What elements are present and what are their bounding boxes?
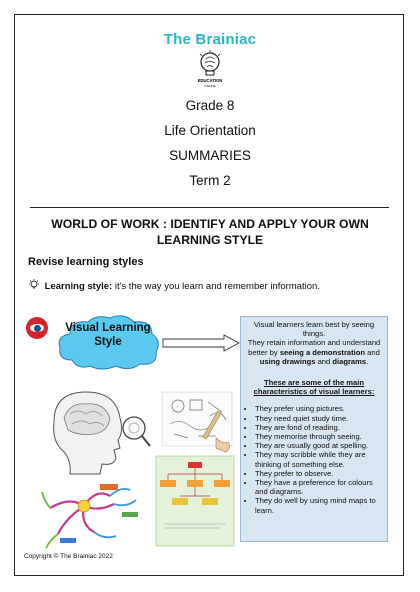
logo-subtext: ONLINE xyxy=(204,84,216,88)
main-title: WORLD OF WORK : IDENTIFY AND APPLY YOUR OWN LEARNING STYLE xyxy=(51,217,369,247)
head-illustration xyxy=(54,392,122,474)
info-heading: These are some of the main characteristics of visual learners: xyxy=(253,378,375,397)
term-heading: Term 2 xyxy=(189,173,231,188)
list-item: • They need quiet study time. xyxy=(255,414,383,423)
mindmap-illustration xyxy=(42,484,138,548)
doodle-illustration xyxy=(162,392,232,452)
list-item: • They are usually good at spelling. xyxy=(255,441,383,450)
grade-heading: Grade 8 xyxy=(185,98,235,113)
section-title: Revise learning styles xyxy=(28,256,144,268)
brand-name: The Brainiac xyxy=(163,31,257,48)
list-item: • They are fond of reading. xyxy=(255,423,383,432)
info-intro-2: They retain information and understand better by seeing a demonstration and using drawings and diagrams. xyxy=(247,338,381,366)
doc-type-heading: SUMMARIES xyxy=(169,148,251,163)
definition-term: Learning style: xyxy=(44,281,113,292)
list-item: • They have a preference for colours and diagrams. xyxy=(255,478,383,496)
bulb-logo-icon xyxy=(196,50,224,90)
definition-text: it's the way you learn and remember information. xyxy=(112,281,320,292)
list-item: • They prefer to observe. xyxy=(255,469,383,478)
copyright: Copyright © The Brainiac 2022 xyxy=(24,553,113,560)
arrow-right-icon xyxy=(162,334,240,352)
logo-text: EDUCATION xyxy=(197,78,223,83)
magnifier-illustration xyxy=(123,417,150,446)
info-box xyxy=(240,316,388,542)
list-item: • They prefer using pictures. xyxy=(255,404,383,413)
lightbulb-icon xyxy=(28,279,40,291)
list-item: • They may scribble while they are thinking of something else. xyxy=(255,450,383,468)
list-item: • They memorise through seeing. xyxy=(255,432,383,441)
visual-learning-collage xyxy=(40,388,236,552)
definition-line xyxy=(28,279,320,292)
cloud-label: Visual Learning Style xyxy=(65,322,151,348)
subject-heading: Life Orientation xyxy=(164,123,256,138)
flowchart-illustration xyxy=(156,456,234,546)
divider xyxy=(30,207,389,208)
characteristics-list xyxy=(245,404,383,514)
info-intro: Visual learners learn best by seeing things. xyxy=(253,320,375,339)
eye-icon xyxy=(26,317,48,339)
list-item: • They do well by using mind maps to learn. xyxy=(255,496,383,514)
